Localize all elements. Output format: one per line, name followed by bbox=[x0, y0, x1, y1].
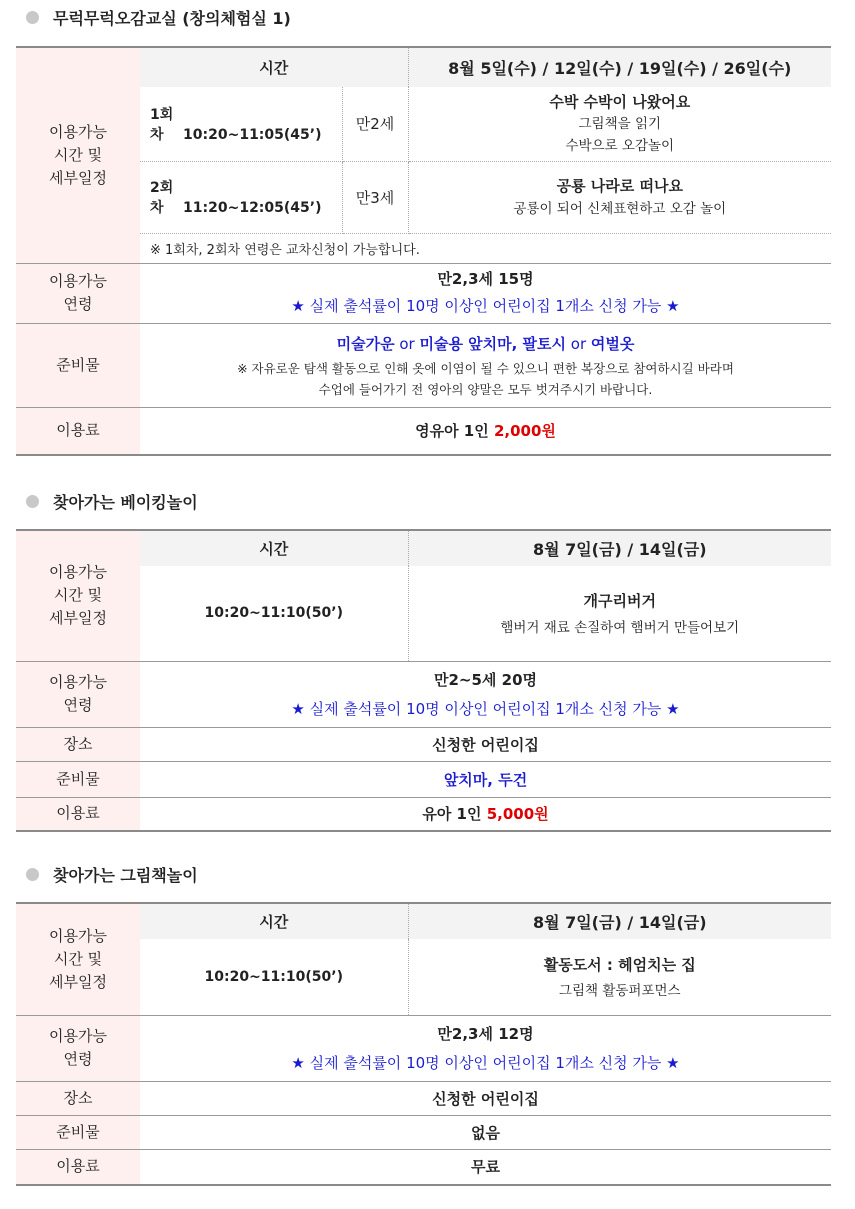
section-title-text: 무럭무럭오감교실 (창의체험실 1) bbox=[53, 9, 291, 28]
row-header-place: 장소 bbox=[16, 1081, 140, 1115]
col-header-dates: 8월 7일(금) / 14일(금) bbox=[408, 530, 831, 566]
prep-cell: 미술가운 or 미술용 앞치마, 팔토시 or 여벌옷 ※ 자유로운 탐색 활동으로 인해 옷에 이염이 될 수 있으니 편한 복장으로 참여하시길 바라며 수업에 들어가기 전 영아의 양말은 모두 벗겨주시기 바랍니다. bbox=[140, 323, 831, 407]
age-cell: 만2,3세 12명 ★ 실제 출석률이 10명 이상인 어린이집 1개소 신청 가능 ★ bbox=[140, 1015, 831, 1081]
activity-cell: 개구리버거 햄버거 재료 손질하여 햄버거 만들어보기 bbox=[500, 592, 740, 637]
row-header-prep: 준비물 bbox=[16, 323, 140, 407]
col-header-dates: 8월 7일(금) / 14일(금) bbox=[408, 903, 831, 939]
row-header-fee: 이용료 bbox=[16, 1149, 140, 1185]
row-header-prep: 준비물 bbox=[16, 761, 140, 797]
row-header-time: 이용가능 시간 및 세부일정 bbox=[16, 530, 140, 661]
session-2-time: 2회차 11:20~12:05(45’) bbox=[140, 161, 342, 233]
session-2-age: 만3세 bbox=[342, 161, 408, 233]
row-header-time: 이용가능 시간 및 세부일정 bbox=[16, 903, 140, 1015]
col-header-dates: 8월 5일(수) / 12일(수) / 19일(수) / 26일(수) bbox=[408, 47, 831, 87]
place-cell: 신청한 어린이집 bbox=[140, 1081, 831, 1115]
activity-cell: 활동도서 : 헤엄치는 집 그림책 활동퍼포먼스 bbox=[543, 955, 696, 999]
row-header-place: 장소 bbox=[16, 727, 140, 761]
row-header-age: 이용가능 연령 bbox=[16, 1015, 140, 1081]
place-cell: 신청한 어린이집 bbox=[140, 727, 831, 761]
cross-apply-note: ※ 1회차, 2회차 연령은 교차신청이 가능합니다. bbox=[150, 242, 420, 258]
col-header-time: 시간 bbox=[140, 903, 408, 939]
row-header-age: 이용가능 연령 bbox=[16, 263, 140, 323]
program-table-2 bbox=[16, 529, 831, 832]
session-1-age: 만2세 bbox=[342, 87, 408, 161]
fee-cell: 유아 1인 5,000원 bbox=[140, 797, 831, 831]
row-header-prep: 준비물 bbox=[16, 1115, 140, 1149]
bullet-icon bbox=[26, 11, 39, 24]
session-2-activity: 공룡 나라로 떠나요 공룡이 되어 신체표현하고 오감 놀이 bbox=[408, 161, 831, 233]
col-header-time: 시간 bbox=[140, 47, 408, 87]
row-header-fee: 이용료 bbox=[16, 407, 140, 455]
session-1-time: 1회차 10:20~11:05(45’) bbox=[140, 87, 342, 161]
program-table-1 bbox=[16, 46, 831, 456]
section-title-2 bbox=[26, 490, 198, 513]
prep-cell: 앞치마, 두건 bbox=[140, 761, 831, 797]
section-title-text: 찾아가는 베이킹놀이 bbox=[53, 493, 198, 512]
age-cell: 만2~5세 20명 ★ 실제 출석률이 10명 이상인 어린이집 1개소 신청 가능 ★ bbox=[140, 661, 831, 727]
section-title-1 bbox=[26, 6, 291, 29]
col-header-time: 시간 bbox=[140, 530, 408, 566]
section-title-text: 찾아가는 그림책놀이 bbox=[53, 866, 198, 885]
fee-cell: 무료 bbox=[140, 1149, 831, 1185]
activity-time: 10:20~11:10(50’) bbox=[140, 566, 408, 661]
program-table-3 bbox=[16, 902, 831, 1186]
activity-time: 10:20~11:10(50’) bbox=[140, 939, 408, 1015]
prep-cell: 없음 bbox=[140, 1115, 831, 1149]
bullet-icon bbox=[26, 495, 39, 508]
row-header-age: 이용가능 연령 bbox=[16, 661, 140, 727]
fee-cell: 영유아 1인 2,000원 bbox=[140, 407, 831, 455]
row-header-time: 이용가능 시간 및 세부일정 bbox=[16, 47, 140, 263]
section-title-3 bbox=[26, 863, 198, 886]
bullet-icon bbox=[26, 868, 39, 881]
age-cell: 만2,3세 15명 ★ 실제 출석률이 10명 이상인 어린이집 1개소 신청 가능 ★ bbox=[140, 263, 831, 323]
session-1-activity: 수박 수박이 나왔어요 그림책을 읽기 수박으로 오감놀이 bbox=[408, 87, 831, 161]
row-header-fee: 이용료 bbox=[16, 797, 140, 831]
